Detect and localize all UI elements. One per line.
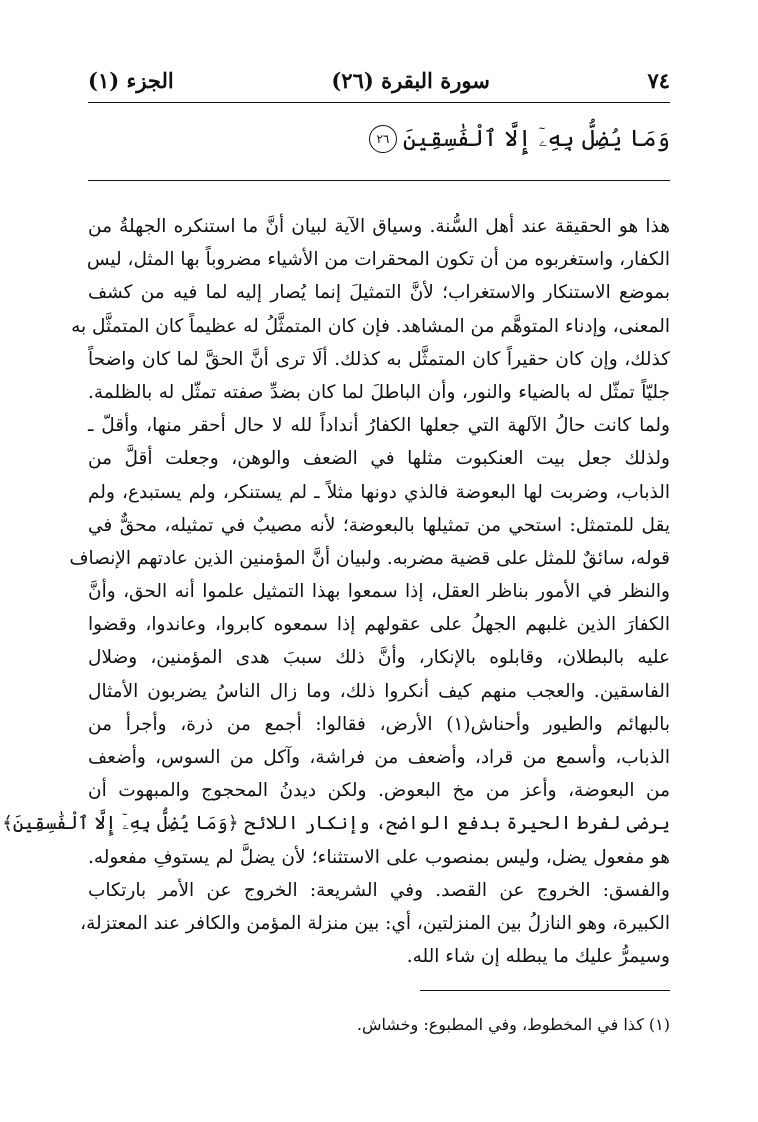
text-line: عليه بالبطلان، وقابلوه بالإنكار، وأنَّ ذلك سببَ هدى المؤمنين، وضلال — [88, 647, 670, 669]
page-header — [88, 60, 670, 100]
text-line: من البعوضة، وأعز من مخ البعوض. ولكن ديدنُ المحجوج والمبهوت أن — [88, 780, 670, 802]
text-line: الذباب، وضربت لها البعوضة فالذي دونها مثلاً ـ لم يستنكر، ولم يستبدع، ولم — [88, 481, 670, 503]
text-line: بموضع الاستنكار والاستغراب؛ لأنَّ التمثيلَ إنما يُصار إليه لما فيه من كشف — [88, 282, 670, 304]
text-line: قوله، سائقٌ للمثل على قضية مضربه. ولبيان أنَّ المؤمنين الذين عادتهم الإنصاف — [69, 547, 670, 569]
text-line: ولما كانت حالُ الآلهة التي جعلها الكفارُ أنداداً لله لا حال أحقر منها، وأقلّ ـ — [88, 415, 670, 437]
text-line: والفسق: الخروج عن القصد. وفي الشريعة: الخروج عن الأمر بارتكاب — [88, 879, 670, 901]
text-line: هو مفعول يضل، وليس بمنصوب على الاستثناء؛ لأن يضلَّ لم يستوفِ مفعوله. — [88, 846, 670, 868]
part-label: الجزء (١) — [88, 67, 174, 93]
text-line: وسيمرُّ عليك ما يبطله إن شاء الله. — [406, 946, 670, 968]
verse-text: وَمَا يُضِلُّ بِهِۦٓ إِلَّا ٱلْفَٰسِقِينَ — [402, 126, 670, 152]
commentary-text — [2, 210, 670, 973]
text-line: الذباب، وأسمع من قراد، وأضعف من فراشة، وآكل من السوس، وأضعف — [88, 747, 670, 768]
text-line: الفاسقين. والعجب منهم كيف أنكروا ذلك، وما زال الناسُ يضربون الأمثال — [88, 680, 670, 702]
text-line: والنظر في الأمور بناظر العقل، إذا سمعوا بهذا التمثيل علموا أنه الحق، وأنَّ — [88, 581, 670, 603]
text-line: بالبهائم والطيور وأحناش(١) الأرض، فقالوا: أجمع من ذرة، وأجرأ من — [88, 713, 670, 735]
footnote: (١) كذا في المخطوط، وفي المطبوع: وخشاش. — [356, 1015, 670, 1034]
footnote-rule — [420, 990, 670, 991]
text-line: الكفار، واستغربوه من أن تكون المحقرات من الأشياء مضروباً بها المثل، ليس — [86, 249, 670, 271]
text-line: جليّاً تمثّل له بالضياء والنور، وأن الباطلَ لما كان بضدِّ صفته تمثّل له بالظلمة. — [88, 381, 670, 403]
text-line: المعنى، وإدناء المتوهَّم من المشاهد. فإن كان المتمثَّلُ له عظيماً كان المتمثَّل به — [71, 315, 670, 337]
text-line: كذلك، وإن كان حقيراً كان المتمثَّل به كذلك. ألَا ترى أنَّ الحقَّ لما كان واضحاً — [88, 348, 670, 370]
text-line: يرضى لفرط الحيرة بدفع الواضح، وإنكار اللائح ﴿وَمَا يُضِلُّ بِهِۦٓ إِلَّا ٱلْفَٰسِقِينَ﴾ — [2, 813, 670, 835]
section-rule — [88, 180, 670, 181]
ayah-number-marker: ٢٦ — [369, 125, 397, 153]
surah-title: سورة البقرة (٢٦) — [331, 67, 490, 93]
quran-verse — [88, 118, 670, 160]
text-line: ولذلك جعل بيت العنكبوت مثلها في الضعف والوهن، وجعلت أقلَّ من — [88, 448, 670, 470]
text-line: الكفارَ الذين غلبهم الجهلُ على عقولهم إذا سمعوه كابروا، وعاندوا، وقضوا — [88, 614, 670, 636]
text-line: الكبيرة، وهو النازلُ بين المنزلتين، أي: بين منزلة المؤمن والكافر عند المعتزلة، — [80, 912, 670, 934]
text-line: يقل للمتمثل: استحي من تمثيلها بالبعوضة؛ لأنه مصيبٌ في تمثيله، محقٌّ في — [88, 514, 670, 536]
header-rule — [88, 102, 670, 103]
text-line: هذا هو الحقيقة عند أهل السُّنة. وسياق الآية لبيان أنَّ ما استنكره الجهلةُ من — [88, 216, 670, 237]
page-number: ٧٤ — [647, 67, 670, 93]
